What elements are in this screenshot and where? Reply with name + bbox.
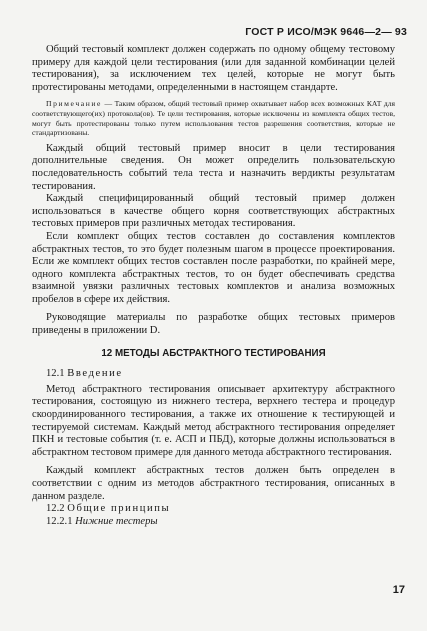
page-header	[245, 26, 407, 38]
paragraph: Если комплект общих тестов составлен до составления комплектов абстрактных тестов, то это будет полезным шагом в процессе проектирования. Если же комплект общих тестов составлен после разработки, по крайней мере, одного комплекта абстрактных тестов, то он будет обеспечивать средства взаимной увязки различных тестовых комплектов и анализа возможных пробелов в сфере их действия.	[32, 230, 395, 305]
page-number: 17	[392, 584, 405, 596]
note-text: — Таким образом, общий тестовый пример охватывает набор всех возможных КАТ для соответствующего(их) протокола(ов). Те цели тестирования, которые исключены из комплекта общих тестов, могут быть протестированы только путем использования тестов разрешения соответствия, которые не стандартизованы.	[32, 99, 395, 138]
paragraph: Каждый общий тестовый пример вносит в цели тестирования дополнительные сведения. Он может определить пользовательскую последовательность событий тела теста и назначить вердикты результатам тестирования.	[32, 142, 395, 192]
note	[32, 99, 395, 137]
standard-designation: ГОСТ Р ИСО/МЭК 9646—2—	[245, 26, 392, 38]
note-label: Примечание	[46, 99, 103, 109]
standard-year: 93	[394, 26, 407, 38]
paragraph: Каждый специфицированный общий тестовый пример должен использоваться в качестве общего корня соответствующих абстрактных тестовых примеров при различных методах тестирования.	[32, 193, 395, 230]
subsection-title: Нижние тестеры	[75, 515, 158, 527]
subsection-title: Введение	[67, 368, 123, 380]
subsection-number: 12.2	[46, 503, 65, 515]
body-text	[32, 44, 395, 528]
subsection-title: Общие принципы	[67, 503, 171, 515]
subsection-heading	[32, 503, 395, 516]
paragraph: Общий тестовый комплект должен содержать по одному общему тестовому примеру для каждой цели тестирования (или для заданной комбинации целей тестирования), за исключением тех целей, которые не могут быть протестированы методами, определенными в настоящем стандарте.	[32, 44, 395, 93]
subsection-heading	[32, 516, 395, 529]
paragraph: Метод абстрактного тестирования описывает архитектуру абстрактного тестирования, состоящую из нижнего тестера, верхнего тестера и процедур скоординированного тестирования, а также их отношение к тестирующей и тестируемой системам. Каждый метод абстрактного тестирования определяет ПКН и тестовые события (т. е. АСП и ПБД), которые должны использоваться в абстрактном тестовом примере для данного метода абстрактного тестирования.	[32, 383, 395, 458]
subsection-number: 12.2.1	[46, 515, 73, 527]
section-title: 12 МЕТОДЫ АБСТРАКТНОГО ТЕСТИРОВАНИЯ	[101, 347, 326, 359]
subsection-number: 12.1	[46, 368, 65, 380]
paragraph: Каждый комплект абстрактных тестов должен быть определен в соответствии с одним из методов абстрактного тестирования, описанных в данном разделе.	[32, 465, 395, 502]
paragraph: Руководящие материалы по разработке общих тестовых примеров приведены в приложении D.	[32, 312, 395, 337]
subsection-heading	[32, 368, 395, 381]
